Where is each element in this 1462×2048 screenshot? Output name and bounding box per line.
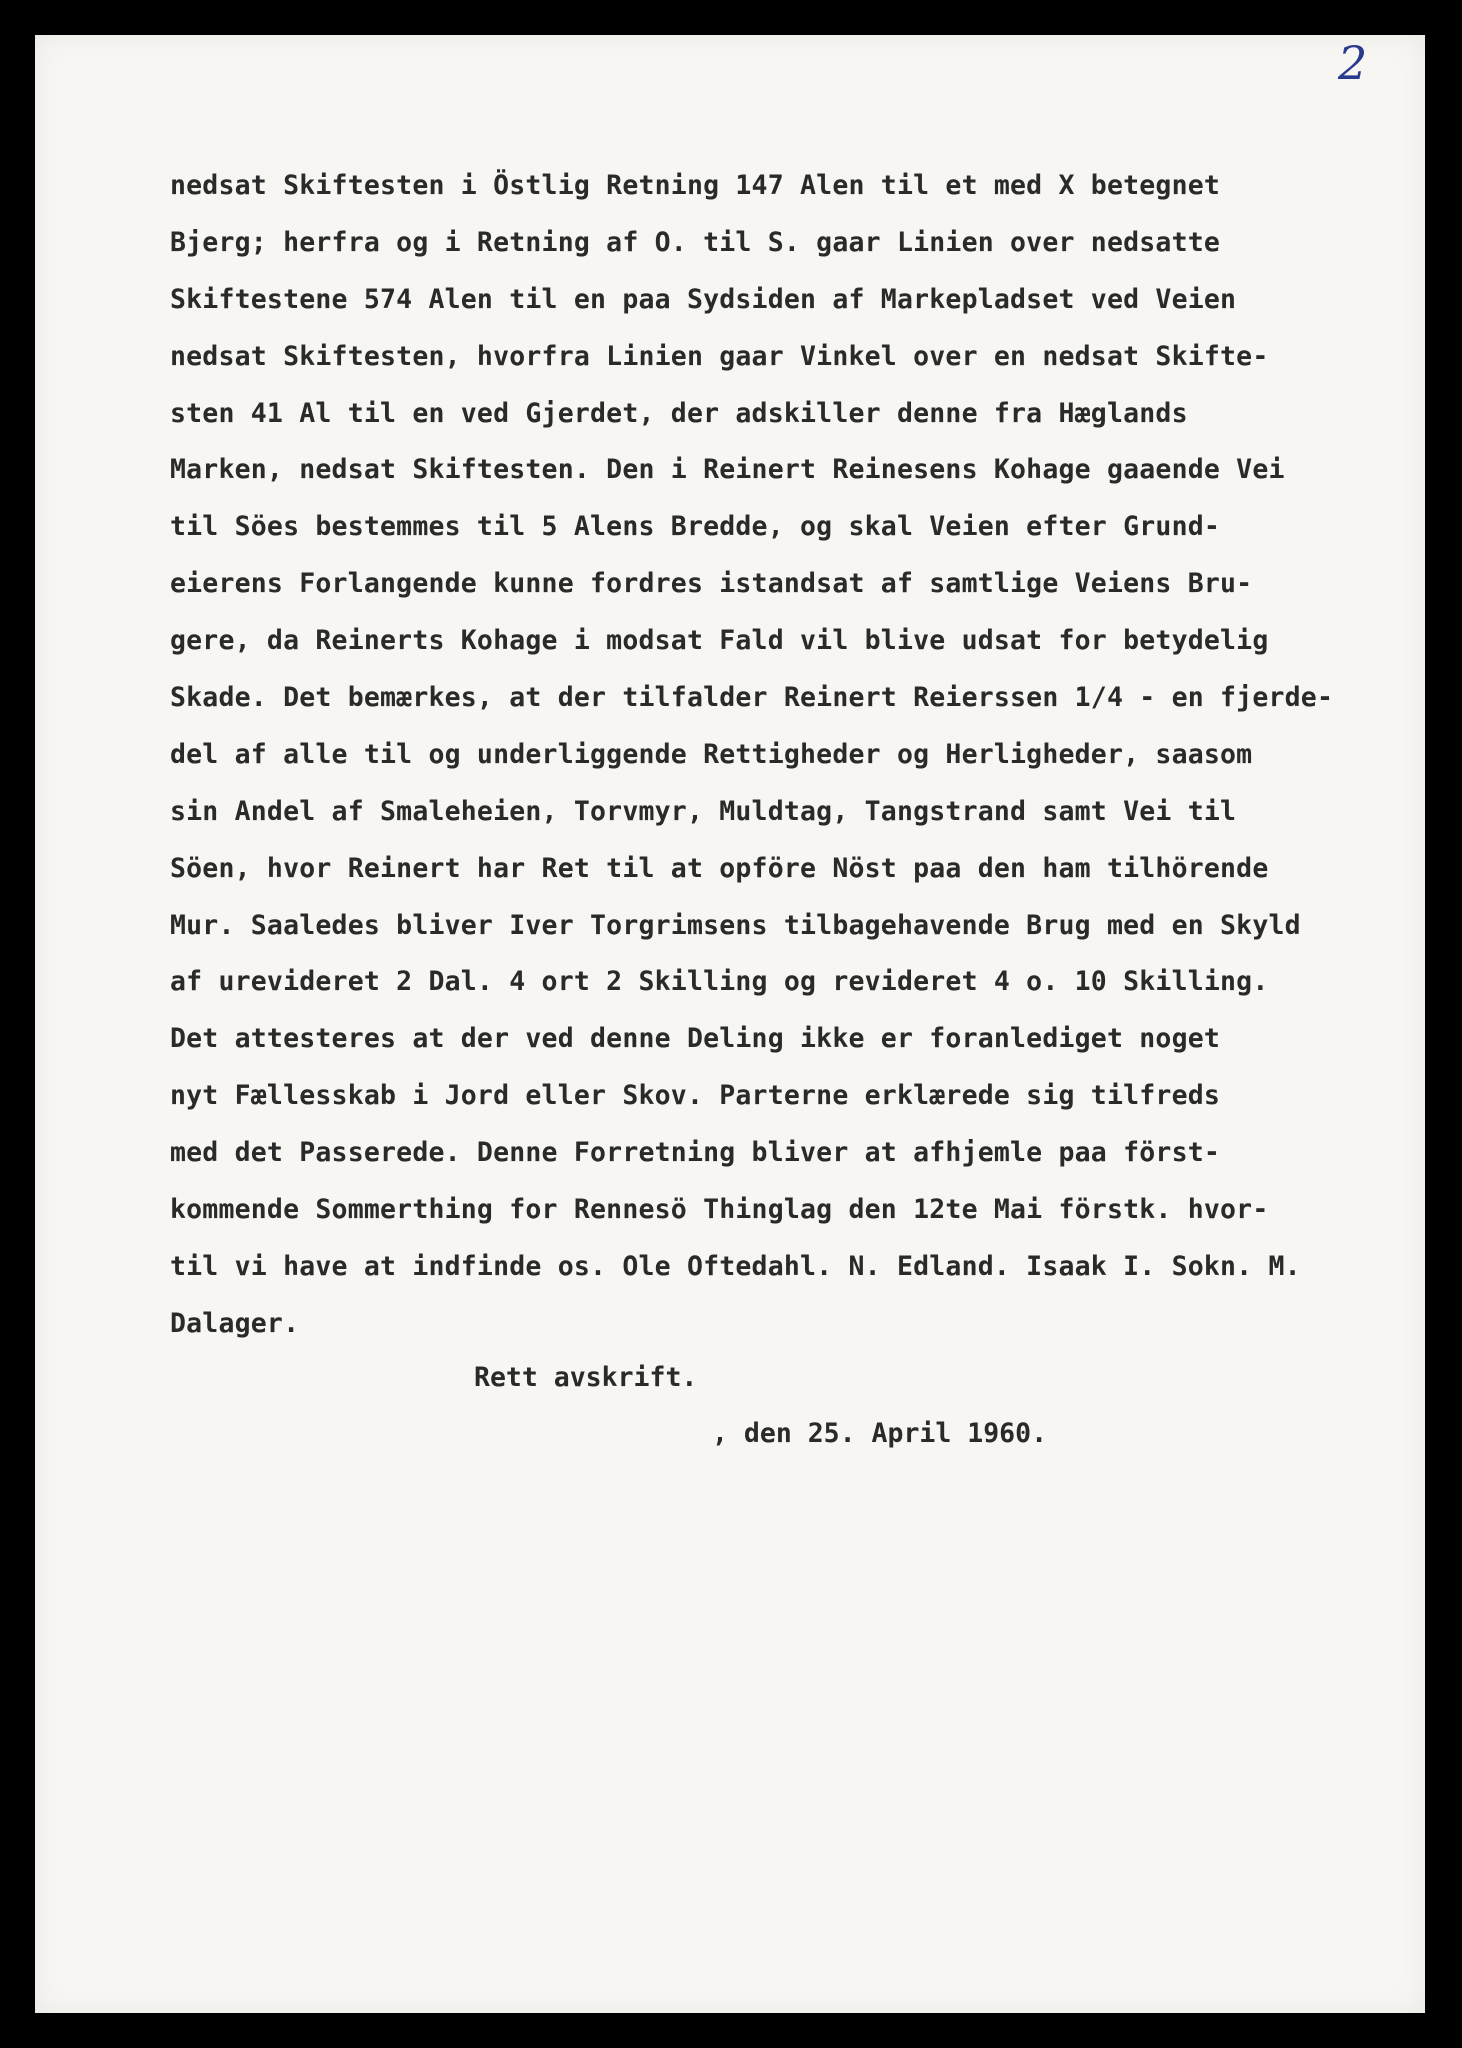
attestation-line: Rett avskrift.: [474, 1362, 698, 1393]
text-line: Söen, hvor Reinert har Ret til at opföre Nöst paa den ham tilhörende: [170, 852, 1269, 884]
text-line: Skade. Det bemærkes, at der tilfalder Reinert Reierssen 1/4 - en fjerde-: [170, 682, 1334, 714]
text-line: nyt Fællesskab i Jord eller Skov. Parterne erklærede sig tilfreds: [170, 1080, 1221, 1112]
text-line: Marken, nedsat Skiftesten. Den i Reinert Reinesens Kohage gaaende Vei: [170, 454, 1285, 486]
text-line: Dalager.: [170, 1307, 300, 1339]
text-line: sten 41 Al til en ved Gjerdet, der adskiller denne fra Hæglands: [170, 397, 1188, 429]
page-number: 2: [1338, 36, 1368, 90]
text-line: gere, da Reinerts Kohage i modsat Fald vil blive udsat for betydelig: [170, 625, 1269, 657]
text-line: med det Passerede. Denne Forretning bliver at afhjemle paa först-: [170, 1137, 1221, 1169]
text-line: Det attesteres at der ved denne Deling ikke er foranlediget noget: [170, 1023, 1221, 1055]
text-line: af urevideret 2 Dal. 4 ort 2 Skilling og revideret 4 o. 10 Skilling.: [170, 966, 1269, 998]
text-line: til Söes bestemmes til 5 Alens Bredde, og skal Veien efter Grund-: [170, 511, 1221, 543]
text-line: kommende Sommerthing for Rennesö Thinglag den 12te Mai förstk. hvor-: [170, 1194, 1269, 1226]
date-line: , den 25. April 1960.: [712, 1418, 1048, 1449]
text-line: Skiftestene 574 Alen til en paa Sydsiden af Markepladset ved Veien: [170, 283, 1237, 315]
text-line: del af alle til og underliggende Rettigheder og Herligheder, saasom: [170, 738, 1253, 770]
text-line: Bjerg; herfra og i Retning af O. til S. gaar Linien over nedsatte: [170, 226, 1221, 258]
document-body: [170, 158, 1420, 1353]
text-line: nedsat Skiftesten, hvorfra Linien gaar Vinkel over en nedsat Skifte-: [170, 340, 1269, 372]
text-line: eierens Forlangende kunne fordres istandsat af samtlige Veiens Bru-: [170, 568, 1253, 600]
text-line: nedsat Skiftesten i Östlig Retning 147 Alen til et med X betegnet: [170, 170, 1221, 201]
text-line: Mur. Saaledes bliver Iver Torgrimsens tilbagehavende Brug med en Skyld: [170, 909, 1301, 941]
text-line: til vi have at indfinde os. Ole Oftedahl. N. Edland. Isaak I. Sokn. M.: [170, 1250, 1301, 1282]
text-line: sin Andel af Smaleheien, Torvmyr, Muldtag, Tangstrand samt Vei til: [170, 795, 1237, 827]
